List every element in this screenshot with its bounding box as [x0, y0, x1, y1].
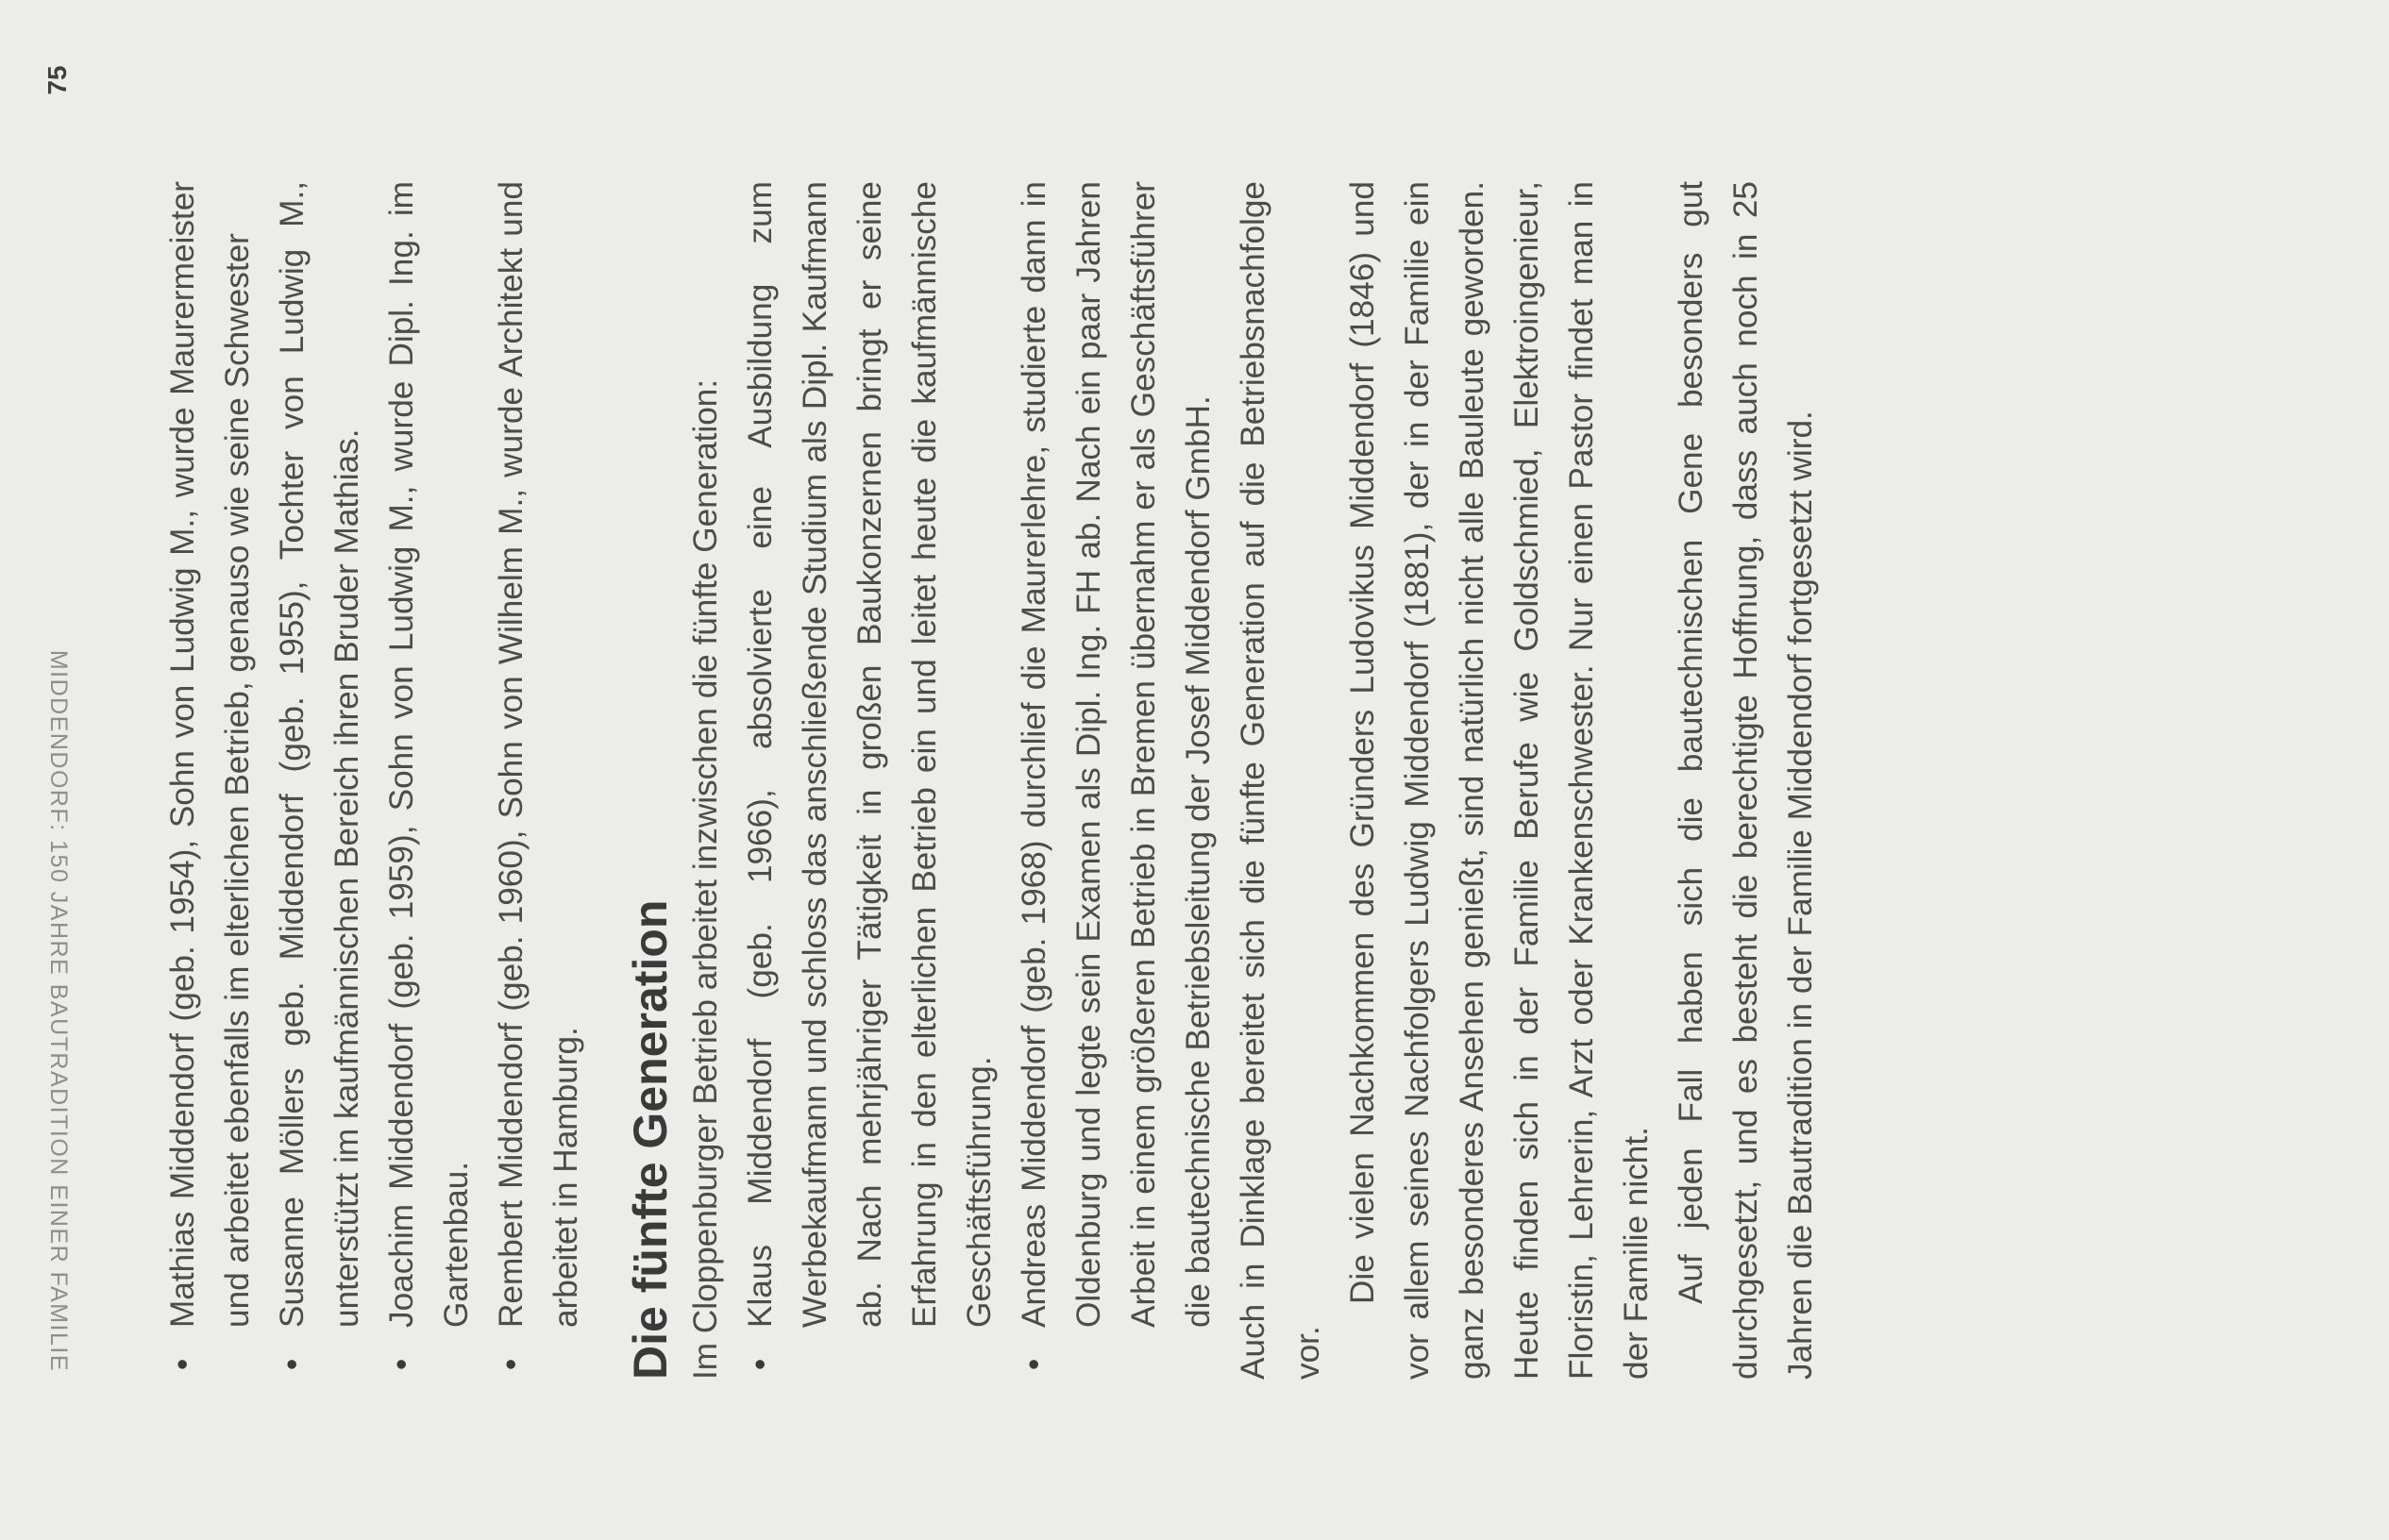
paragraph: Auch in Dinklage bereitet sich die fünfte Generation auf die Betriebsnachfolge vor.: [1235, 181, 1326, 1380]
page-number: 75: [42, 65, 72, 95]
section-lead: Im Cloppenburger Betrieb arbeitet inzwischen die fünfte Generation:: [687, 378, 724, 1380]
section-heading: Die fünfte Generation: [624, 899, 677, 1380]
list-item: • Andreas Middendorf (geb. 1968) durchlief die Maurerlehre, studierte dann in Oldenburg und legte sein Examen als Dipl. Ing. FH ab. Nach ein paar Jahren Arbeit in einem größeren Betrieb in Bremen übernahm er als Geschäftsführer die bautechnische Betriebsleitung der Josef Middendorf GmbH.: [1007, 181, 1226, 1380]
list-item: • Susanne Möllers geb. Middendorf (geb. 1955), Tochter von Ludwig M., unterstützt im kaufmännischen Bereich ihren Bruder Mathias.: [265, 181, 375, 1380]
list-item: • Rembert Middendorf (geb. 1960), Sohn von Wilhelm M., wurde Architekt und arbeitet in Hamburg.: [484, 181, 594, 1380]
page-content: [156, 181, 1828, 1380]
paragraph: Die vielen Nachkommen des Gründers Ludovikus Middendorf (1846) und vor allem seines Nachfolgers Ludwig Middendorf (1881), der in der Familie ein ganz besonderes Ansehen genießt, sind natürlich nicht alle Bauleute geworden. Heute finden sich in der Familie Berufe wie Goldschmied, Elektroingenieur, Floristin, Lehrerin, Arzt oder Krankenschwester. Nur einen Pastor findet man in der Familie nicht.: [1344, 181, 1655, 1380]
list-item: • Klaus Middendorf (geb. 1966), absolvierte eine Ausbildung zum Werbekaufmann und schloss das anschließende Studium als Dipl. Kaufmann ab. Nach mehrjähriger Tätigkeit in großen Baukonzernen bringt er seine Erfahrung in den elterlichen Betrieb ein und leitet heute die kaufmännische Geschäftsführung.: [733, 181, 1007, 1380]
list-item: • Mathias Middendorf (geb. 1954), Sohn von Ludwig M., wurde Maurermeister und arbeitet ebenfalls im elterlichen Betrieb, genauso wie seine Schwester: [156, 181, 265, 1380]
running-header: MIDDENDORF: 150 JAHRE BAUTRADITION EINER FAMILIE: [45, 649, 72, 1372]
generation-list: [733, 181, 1226, 1380]
paragraph: Auf jeden Fall haben sich die bautechnischen Gene besonders gut durchgesetzt, und es besteht die berechtigte Hoffnung, dass auch noch in 25 Jahren die Bautradition in der Familie Middendorf fortgesetzt wird.: [1673, 181, 1819, 1380]
intro-list: [156, 181, 594, 1380]
list-item: • Joachim Middendorf (geb. 1959), Sohn von Ludwig M., wurde Dipl. Ing. im Gartenbau.: [375, 181, 484, 1380]
